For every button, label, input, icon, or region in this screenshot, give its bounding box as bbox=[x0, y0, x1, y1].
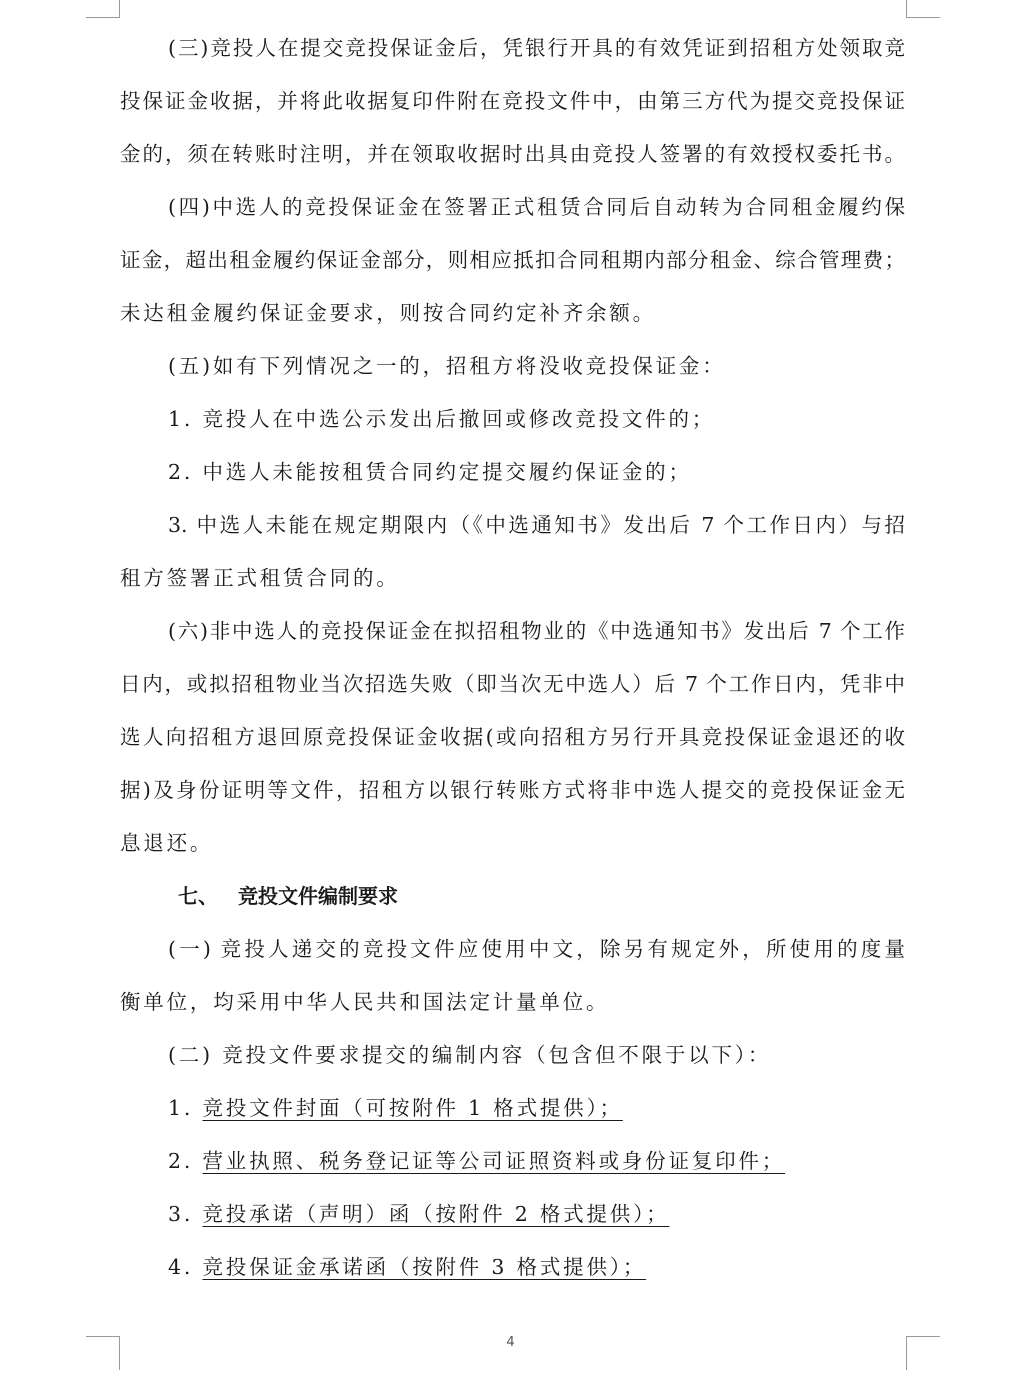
paragraph-5-line-1: (五)如有下列情况之一的，招租方将没收竞投保证金： bbox=[168, 354, 726, 378]
list-item-number: 4. bbox=[168, 1255, 194, 1279]
paragraph-5-item-1: 1. 竞投人在中选公示发出后撤回或修改竞投文件的； bbox=[168, 407, 716, 431]
list-item-text: 竞投承诺（声明）函（按附件 2 格式提供）； bbox=[202, 1202, 670, 1226]
paragraph-6-line-5: 息退还。 bbox=[120, 831, 214, 855]
list-item-number: 2. bbox=[168, 1149, 194, 1173]
section-7-b-line-1: (二) 竞投文件要求提交的编制内容（包含但不限于以下）： bbox=[168, 1043, 772, 1067]
section-7-a-line-1: (一) 竞投人递交的竞投文件应使用中文，除另有规定外，所使用的度量 bbox=[168, 937, 905, 961]
list-item-text: 营业执照、税务登记证等公司证照资料或身份证复印件； bbox=[202, 1149, 785, 1173]
list-item bbox=[168, 1082, 905, 1135]
paragraph-5-item-2: 2. 中选人未能按租赁合同约定提交履约保证金的； bbox=[168, 460, 692, 484]
paragraph-6-line-3: 选人向招租方退回原竞投保证金收据(或向招租方另行开具竞投保证金退还的收 bbox=[120, 725, 905, 749]
list-item-text: 竞投保证金承诺函（按附件 3 格式提供）； bbox=[202, 1255, 647, 1279]
paragraph-4-line-3: 未达租金履约保证金要求，则按合同约定补齐余额。 bbox=[120, 301, 656, 325]
paragraph-6-line-4: 据)及身份证明等文件，招租方以银行转账方式将非中选人提交的竞投保证金无 bbox=[120, 778, 905, 802]
paragraph-4-line-1: (四)中选人的竞投保证金在签署正式租赁合同后自动转为合同租金履约保 bbox=[168, 195, 905, 219]
section-7-number: 七、 bbox=[178, 884, 218, 908]
list-item-number: 1. bbox=[168, 1096, 194, 1120]
page-number: 4 bbox=[506, 1335, 515, 1350]
list-item bbox=[168, 1188, 905, 1241]
paragraph-6-line-2: 日内，或拟招租物业当次招选失败（即当次无中选人）后 7 个工作日内，凭非中 bbox=[120, 672, 905, 696]
paragraph-3-line-1: (三)竞投人在提交竞投保证金后，凭银行开具的有效凭证到招租方处领取竞 bbox=[168, 36, 905, 60]
paragraph-3-line-3: 金的，须在转账时注明，并在领取收据时出具由竞投人签署的有效授权委托书。 bbox=[120, 142, 905, 166]
list-item-number: 3. bbox=[168, 1202, 194, 1226]
paragraph-5-item-3-line-1: 3. 中选人未能在规定期限内（《中选通知书》发出后 7 个工作日内）与招 bbox=[168, 513, 905, 537]
paragraph-6-line-1: (六)非中选人的竞投保证金在拟招租物业的《中选通知书》发出后 7 个工作 bbox=[168, 619, 905, 643]
list-item bbox=[168, 1241, 905, 1294]
section-7-heading bbox=[178, 870, 398, 923]
section-7-title: 竞投文件编制要求 bbox=[238, 884, 398, 908]
paragraph-5-item-3-line-2: 租方签署正式租赁合同的。 bbox=[120, 566, 400, 590]
list-item-text: 竞投文件封面（可按附件 1 格式提供）； bbox=[202, 1096, 623, 1120]
list-item bbox=[168, 1135, 905, 1188]
paragraph-3-line-2: 投保证金收据，并将此收据复印件附在竞投文件中，由第三方代为提交竞投保证 bbox=[120, 89, 905, 113]
paragraph-4-line-2: 证金，超出租金履约保证金部分，则相应抵扣合同租期内部分租金、综合管理费； bbox=[120, 248, 905, 272]
section-7-a-line-2: 衡单位，均采用中华人民共和国法定计量单位。 bbox=[120, 990, 610, 1014]
